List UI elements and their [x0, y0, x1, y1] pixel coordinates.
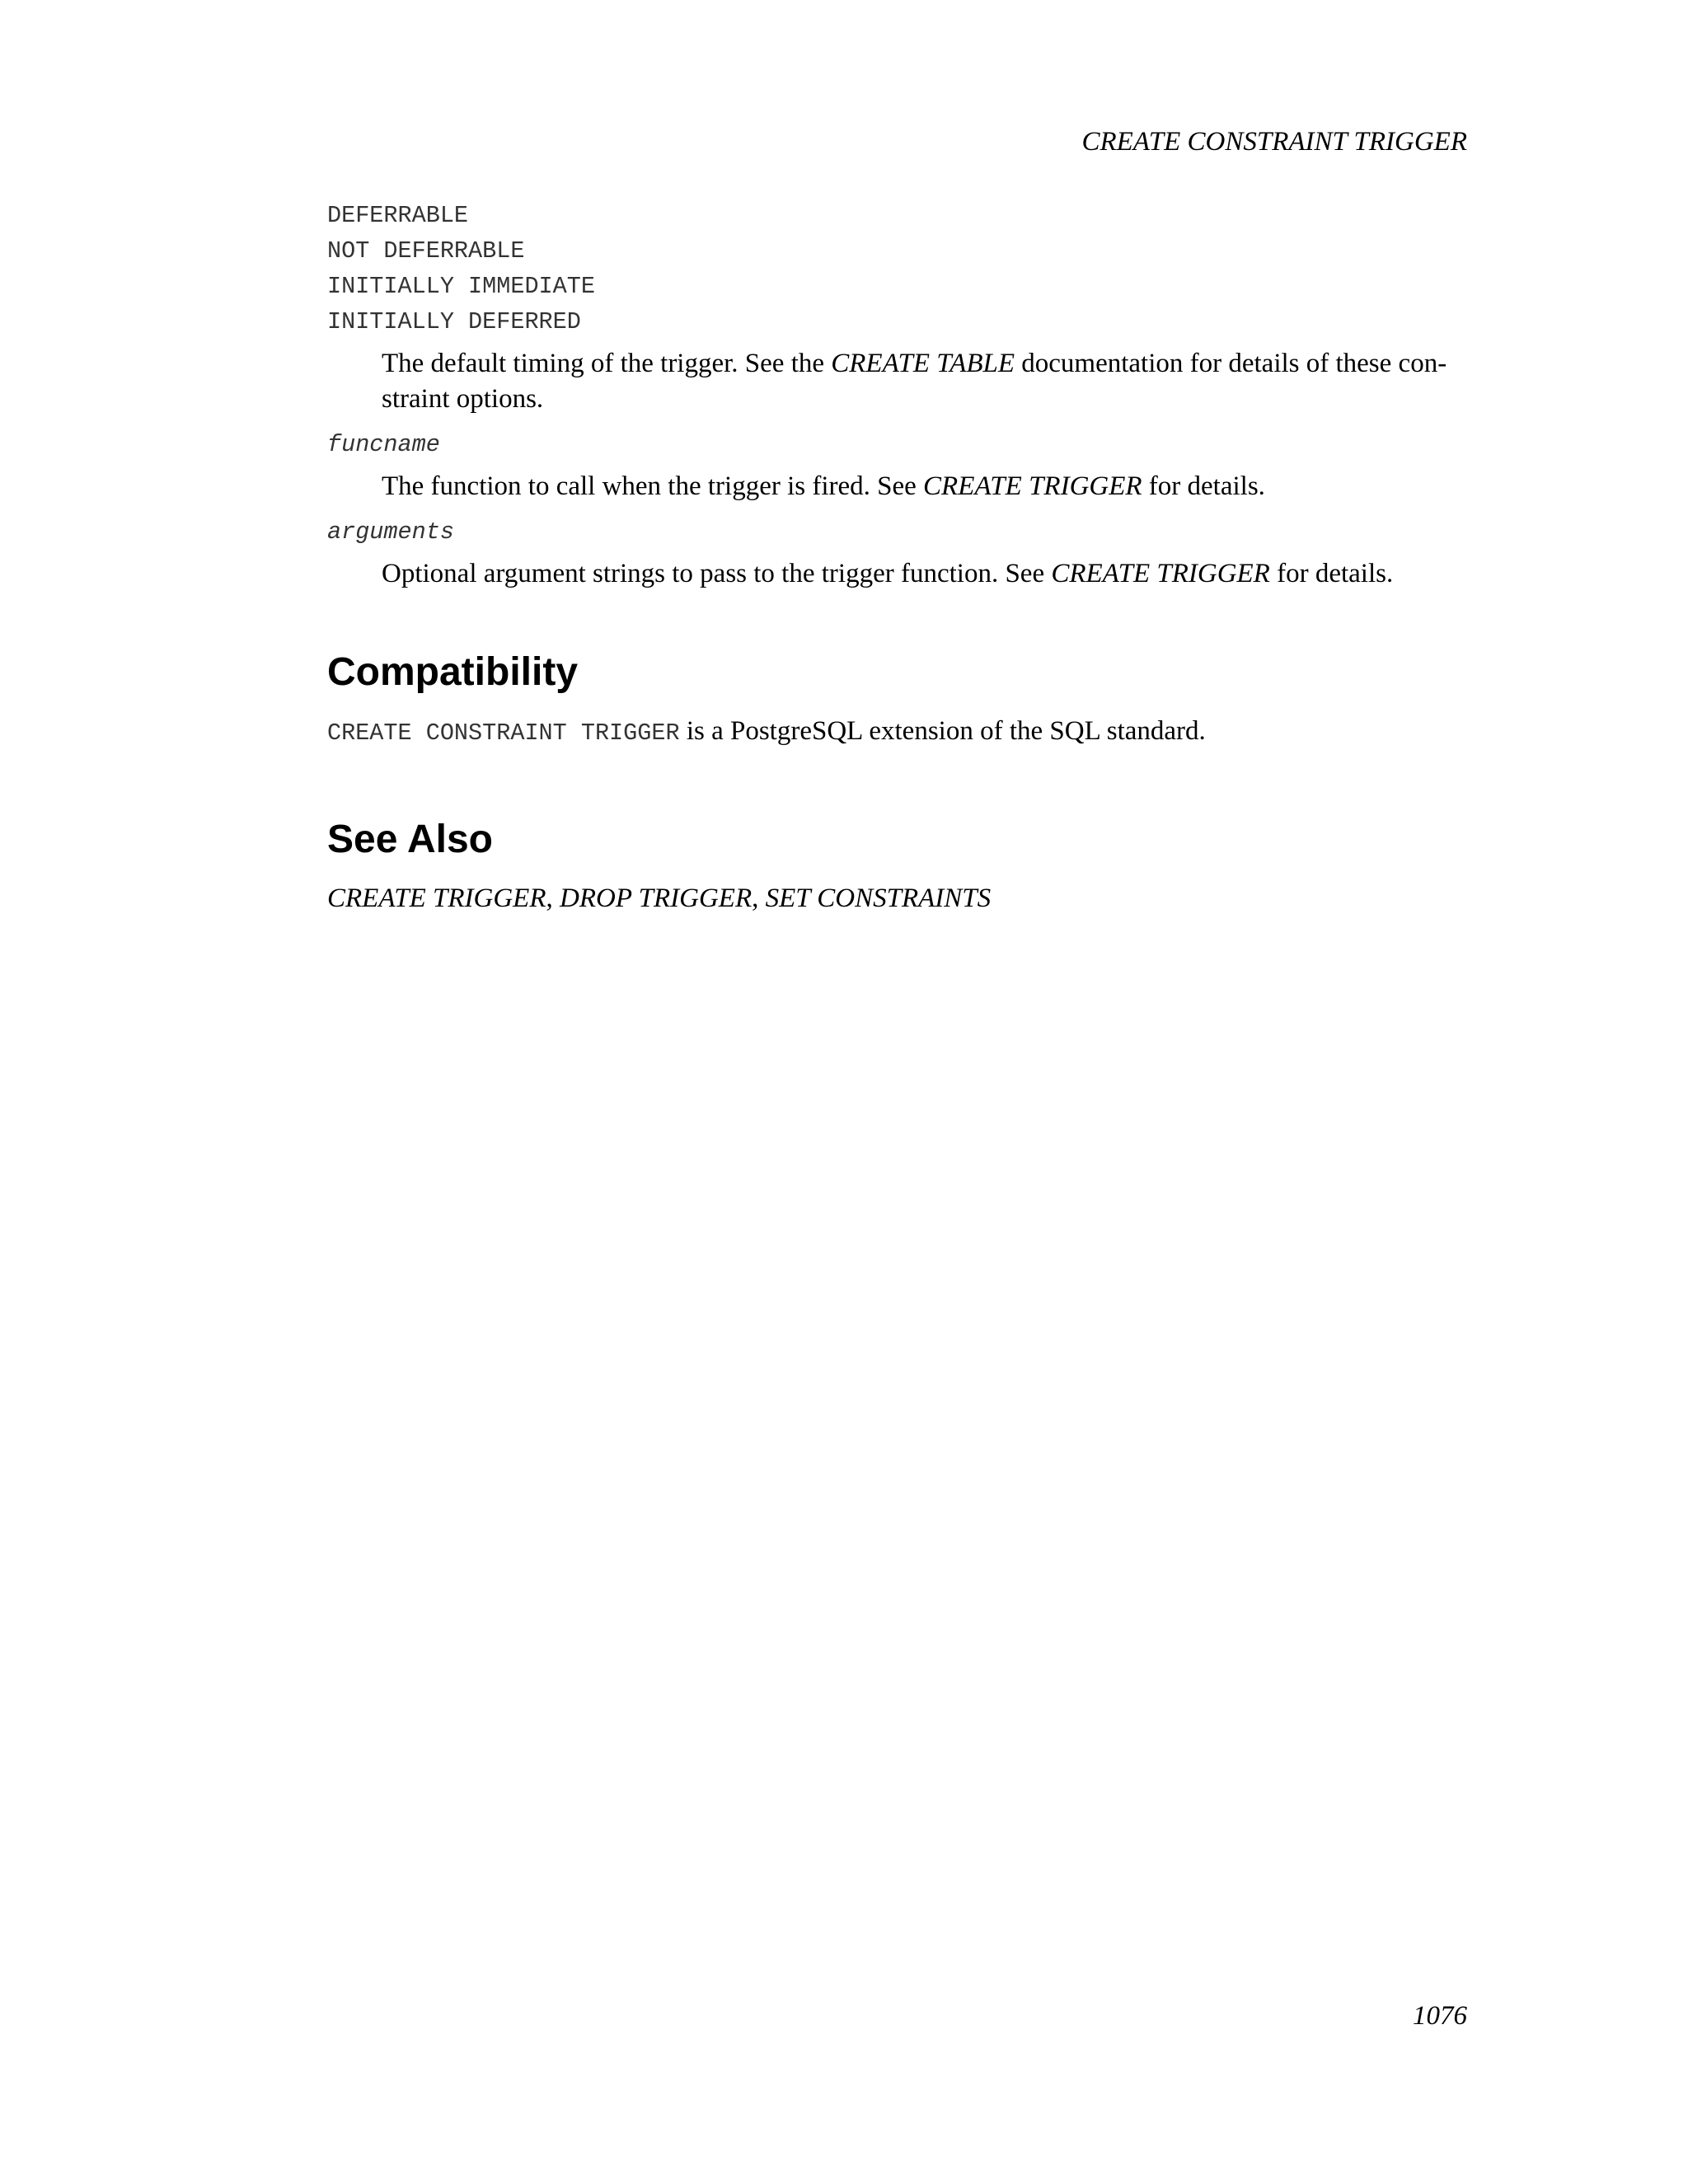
param-desc-arguments: Optional argument strings to pass to the trigger function. See CREATE TRIGGER for details. [382, 559, 1394, 588]
see-also-heading: See Also [327, 818, 493, 861]
see-also-links: CREATE TRIGGER, DROP TRIGGER, SET CONSTRAINTS [327, 883, 992, 913]
create-table-link[interactable]: CREATE TABLE [831, 349, 1015, 378]
param-desc-funcname: The function to call when the trigger is fired. See CREATE TRIGGER for details. [382, 471, 1265, 501]
param-desc-timing: The default timing of the trigger. See the CREATE TABLE documentation for details of these con- straint options. [382, 349, 1447, 414]
create-trigger-link[interactable]: CREATE TRIGGER [923, 471, 1142, 501]
page-number: 1076 [1413, 2001, 1467, 2031]
command-name: CREATE CONSTRAINT TRIGGER [327, 719, 680, 747]
create-trigger-link[interactable]: CREATE TRIGGER [1051, 559, 1270, 588]
see-also-link-set-constraints[interactable]: SET CONSTRAINTS [765, 883, 992, 913]
param-term-deferrable: DEFERRABLE [327, 202, 469, 229]
param-term-arguments: arguments [327, 518, 454, 546]
compatibility-heading: Compatibility [327, 650, 579, 694]
see-also-link-create-trigger[interactable]: CREATE TRIGGER [327, 883, 546, 913]
param-term-not-deferrable: NOT DEFERRABLE [327, 237, 525, 265]
page-content [327, 198, 1468, 916]
compatibility-text: CREATE CONSTRAINT TRIGGER is a PostgreSQL extension of the SQL standard. [327, 716, 1206, 747]
param-term-funcname: funcname [327, 431, 440, 458]
param-term-initially-deferred: INITIALLY DEFERRED [327, 308, 581, 335]
see-also-link-drop-trigger[interactable]: DROP TRIGGER [560, 883, 753, 913]
param-term-initially-immediate: INITIALLY IMMEDIATE [327, 273, 595, 300]
parameter-list [327, 198, 1468, 592]
running-header: CREATE CONSTRAINT TRIGGER [1081, 127, 1467, 157]
